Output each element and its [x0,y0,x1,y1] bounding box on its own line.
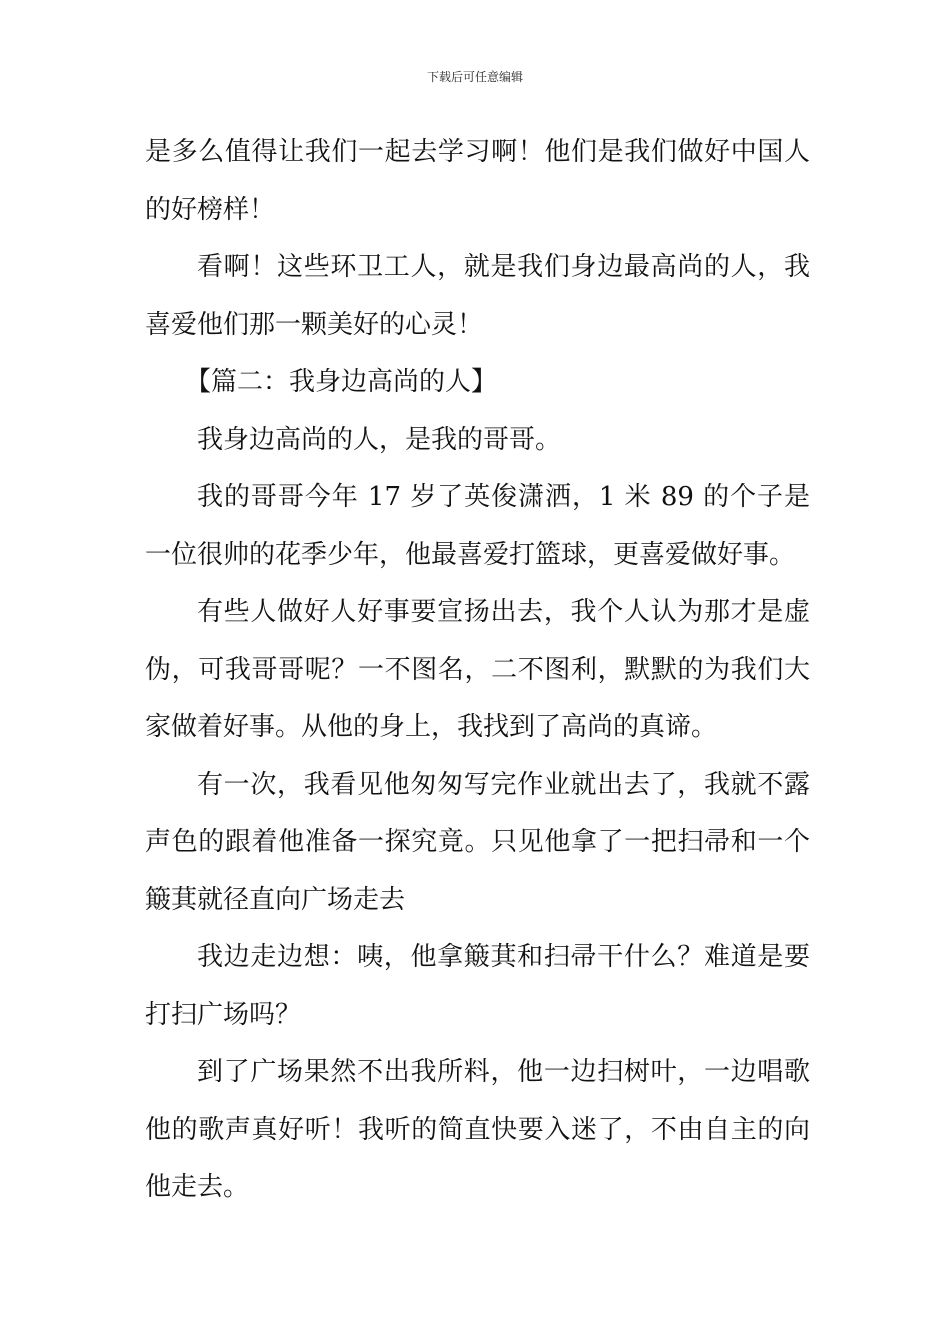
paragraph-intro-brother: 我身边高尚的人，是我的哥哥。 [197,424,562,455]
page-header: 下载后可任意编辑 [426,70,523,84]
document-body [145,124,810,1217]
paragraph-good-deeds: 有些人做好人好事要宣扬出去，我个人认为那才是虚伪，可我哥哥呢？一不图名，二不图利，默默的为我们大家做着好事。从他的身上，我找到了高尚的真谛。 [145,597,810,742]
paragraph-at-square: 到了广场果然不出我所料，他一边扫树叶，一边唱歌他的歌声真好听！我听的简直快要入迷了，不由自主的向他走去。 [145,1057,810,1202]
paragraph-following: 有一次，我看见他匆匆写完作业就出去了，我就不露声色的跟着他准备一探究竟。只见他拿了一把扫帚和一个簸萁就径直向广场走去 [145,769,810,915]
paragraph-wondering: 我边走边想：咦，他拿簸萁和扫帚干什么？难道是要打扫广场吗？ [145,942,810,1030]
paragraph-continuation: 是多么值得让我们一起去学习啊！他们是我们做好中国人的好榜样！ [145,137,810,225]
paragraph-brother-description: 我的哥哥今年 17 岁了英俊潇洒，1 米 89 的个子是一位很帅的花季少年，他最喜爱打篮球，更喜爱做好事。 [145,482,810,570]
section-heading: 【篇二：我身边高尚的人】 [185,367,498,397]
paragraph-sanitation-workers: 看啊！这些环卫工人，就是我们身边最高尚的人，我喜爱他们那一颗美好的心灵！ [145,252,810,340]
